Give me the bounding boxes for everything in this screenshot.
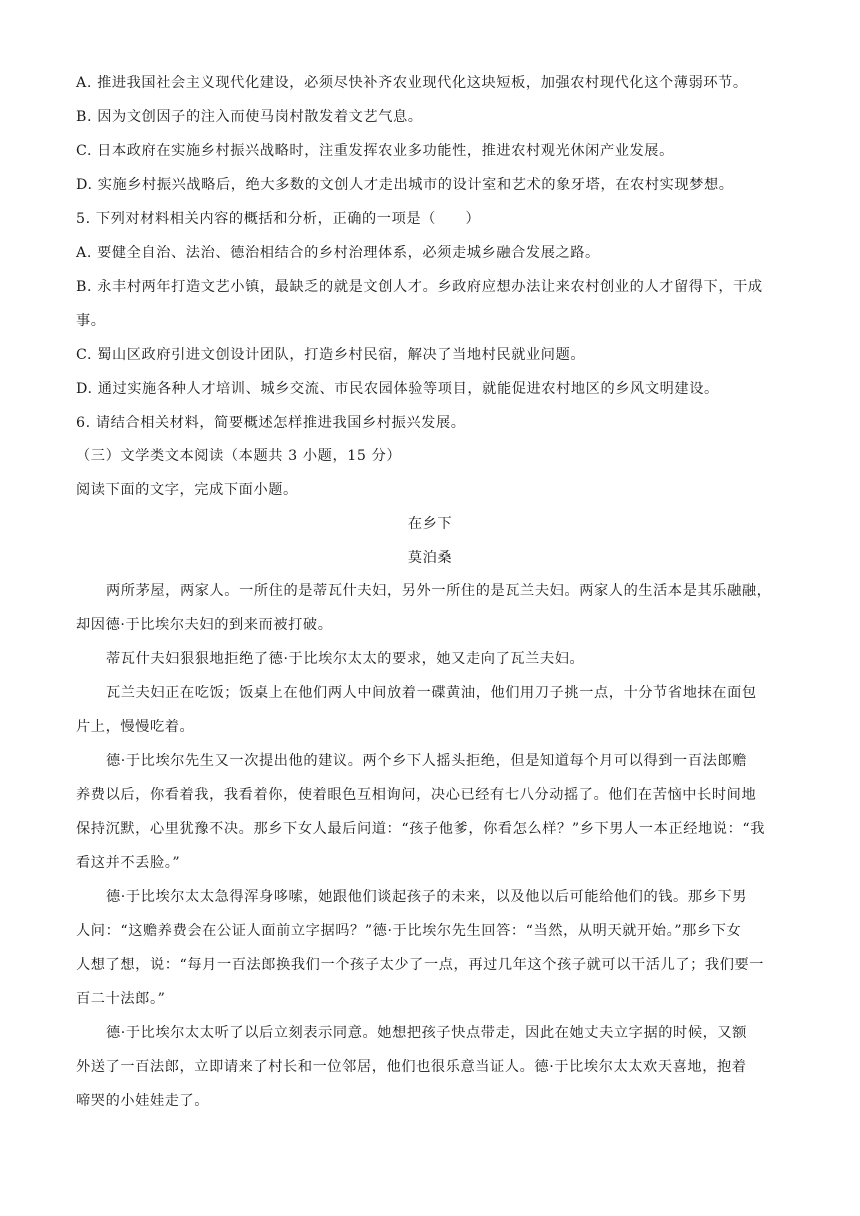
paragraph-1-line-2: 却因德·于比埃尔夫妇的到来而被打破。 xyxy=(76,617,333,633)
q5-option-a: A. 要健全自治、法治、德治相结合的乡村治理体系，必须走城乡融合发展之路。 xyxy=(76,245,600,261)
section3-heading: （三）文学类文本阅读（本题共 3 小题，15 分） xyxy=(76,448,402,464)
paragraph-2-line-1: 蒂瓦什夫妇狠狠地拒绝了德·于比埃尔太太的要求，她又走向了瓦兰夫妇。 xyxy=(106,651,585,667)
q4-option-b: B. 因为文创因子的注入而使马岗村散发着文艺气息。 xyxy=(76,109,423,125)
paragraph-4-line-2: 养费以后，你看着我，我看着你，使着眼色互相询问，决心已经有七八分动摇了。他们在苦恼中长时间地 xyxy=(76,787,757,803)
q4-option-a: A. 推进我国社会主义现代化建设，必须尽快补齐农业现代化这块短板，加强农村现代化这个薄弱环节。 xyxy=(76,75,748,91)
paragraph-6-line-3: 啼哭的小娃娃走了。 xyxy=(76,1093,210,1109)
paragraph-5-line-3: 人想了想，说：“每月一百法郎换我们一个孩子太少了一点，再过几年这个孩子就可以干活儿了；我们要一 xyxy=(76,957,765,973)
paragraph-4-line-3: 保持沉默，心里犹豫不决。那乡下女人最后问道：“孩子他爹，你看怎么样？”乡下男人一本正经地说：“我 xyxy=(76,821,765,837)
paragraph-4-line-4: 看这并不丢脸。” xyxy=(76,855,181,871)
q6-question: 6. 请结合相关材料，简要概述怎样推进我国乡村振兴发展。 xyxy=(76,415,466,431)
passage-author: 莫泊桑 xyxy=(407,550,453,566)
paragraph-5-line-1: 德·于比埃尔太太急得浑身哆嗦，她跟他们谈起孩子的未来，以及他以后可能给他们的钱。那乡下男 xyxy=(106,889,747,905)
q5-option-b-line2: 事。 xyxy=(76,313,106,329)
q5-stem: 5. 下列对材料相关内容的概括和分析，正确的一项是（ ） xyxy=(76,211,481,227)
q4-option-d: D. 实施乡村振兴战略后，绝大多数的文创人才走出城市的设计室和艺术的象牙塔，在农村实现梦想。 xyxy=(76,177,734,193)
paragraph-5-line-4: 百二十法郎。” xyxy=(76,991,166,1007)
q5-option-d: D. 通过实施各种人才培训、城乡交流、市民农园体验等项目，就能促进农村地区的乡风文明建设。 xyxy=(76,381,719,397)
q5-option-c: C. 蜀山区政府引进文创设计团队，打造乡村民宿，解决了当地村民就业问题。 xyxy=(76,347,586,363)
paragraph-6-line-1: 德·于比埃尔太太听了以后立刻表示同意。她想把孩子快点带走，因此在她丈夫立字据的时候，又额 xyxy=(106,1025,747,1041)
q4-option-c: C. 日本政府在实施乡村振兴战略时，注重发挥农业多功能性，推进农村观光休闲产业发展。 xyxy=(76,143,674,159)
paragraph-5-line-2: 人问：“这赡养费会在公证人面前立字据吗？”德·于比埃尔先生回答：“当然，从明天就开始。”那乡下女 xyxy=(76,923,742,939)
paragraph-3-line-1: 瓦兰夫妇正在吃饭；饭桌上在他们两人中间放着一碟黄油，他们用刀子挑一点，十分节省地抹在面包 xyxy=(106,685,757,701)
paragraph-1-line-1: 两所茅屋，两家人。一所住的是蒂瓦什夫妇，另外一所住的是瓦兰夫妇。两家人的生活本是其乐融融， xyxy=(106,583,772,599)
paragraph-3-line-2: 片上，慢慢吃着。 xyxy=(76,719,195,735)
passage-title: 在乡下 xyxy=(407,516,453,532)
section3-instruction: 阅读下面的文字，完成下面小题。 xyxy=(76,482,298,498)
paragraph-4-line-1: 德·于比埃尔先生又一次提出他的建议。两个乡下人摇头拒绝，但是知道每个月可以得到一百法郎赡 xyxy=(106,753,747,769)
q5-option-b-line1: B. 永丰村两年打造文艺小镇，最缺乏的就是文创人才。乡政府应想办法让来农村创业的人才留得下，干成 xyxy=(76,279,763,295)
paragraph-6-line-2: 外送了一百法郎，立即请来了村长和一位邻居，他们也很乐意当证人。德·于比埃尔太太欢天喜地，抱着 xyxy=(76,1059,747,1075)
